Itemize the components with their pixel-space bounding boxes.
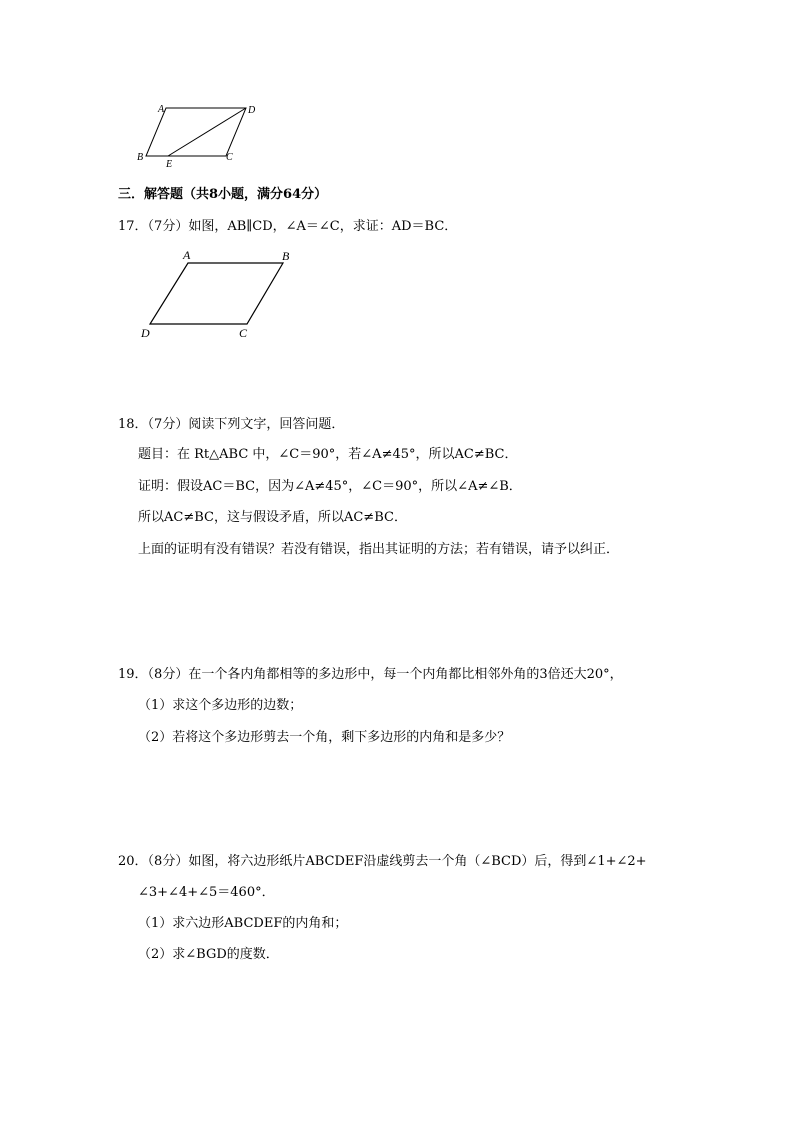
q18-line1: 题目：在 Rt△ABC 中，∠C＝90°，若∠A≠45°，所以AC≠BC． <box>138 447 518 462</box>
q18-line3: 所以AC≠BC，这与假设矛盾，所以AC≠BC． <box>138 510 407 525</box>
label-a: A <box>158 104 165 115</box>
q17-label-d: D <box>141 326 150 340</box>
parallelogram-q17-shape <box>150 263 283 324</box>
label-c: C <box>226 152 233 163</box>
segment-de <box>168 108 246 156</box>
parallelogram-figure-q17 <box>135 246 305 342</box>
q17-label-a: A <box>183 248 191 262</box>
parallelogram-abcd-shape <box>146 108 246 156</box>
parallelogram-figure-top <box>130 98 270 170</box>
q19-part1: （1）求这个多边形的边数； <box>138 698 303 713</box>
section-title: 三．解答题（共8小题，满分64分） <box>118 187 328 202</box>
q20-line2: ∠3+∠4+∠5＝460°． <box>138 885 275 900</box>
label-e: E <box>166 159 173 170</box>
q17-label-c: C <box>239 326 248 340</box>
q18-line2: 证明：假设AC＝BC，因为∠A≠45°，∠C＝90°，所以∠A≠∠B． <box>138 479 522 494</box>
q18-intro: 18．（7分）阅读下列文字，回答问题． <box>118 417 345 432</box>
q17-label-b: B <box>282 249 290 263</box>
label-d: D <box>248 105 256 116</box>
q20-part2: （2）求∠BGD的度数． <box>138 947 279 962</box>
q20-intro: 20．（8分）如图，将六边形纸片ABCDEF沿虚线剪去一个角（∠BCD）后，得到∠1+∠2+ <box>118 854 647 869</box>
q20-part1: （1）求六边形ABCDEF的内角和； <box>138 916 348 931</box>
label-b: B <box>137 152 144 163</box>
q19-intro: 19．（8分）在一个各内角都相等的多边形中，每一个内角都比相邻外角的3倍还大20°， <box>118 667 623 682</box>
q17-text: 17．（7分）如图，AB∥CD，∠A＝∠C，求证：AD＝BC． <box>118 219 458 234</box>
q18-line4: 上面的证明有没有错误？若没有错误，指出其证明的方法；若有错误，请予以纠正． <box>138 542 620 557</box>
q19-part2: （2）若将这个多边形剪去一个角，剩下多边形的内角和是多少？ <box>138 730 511 745</box>
